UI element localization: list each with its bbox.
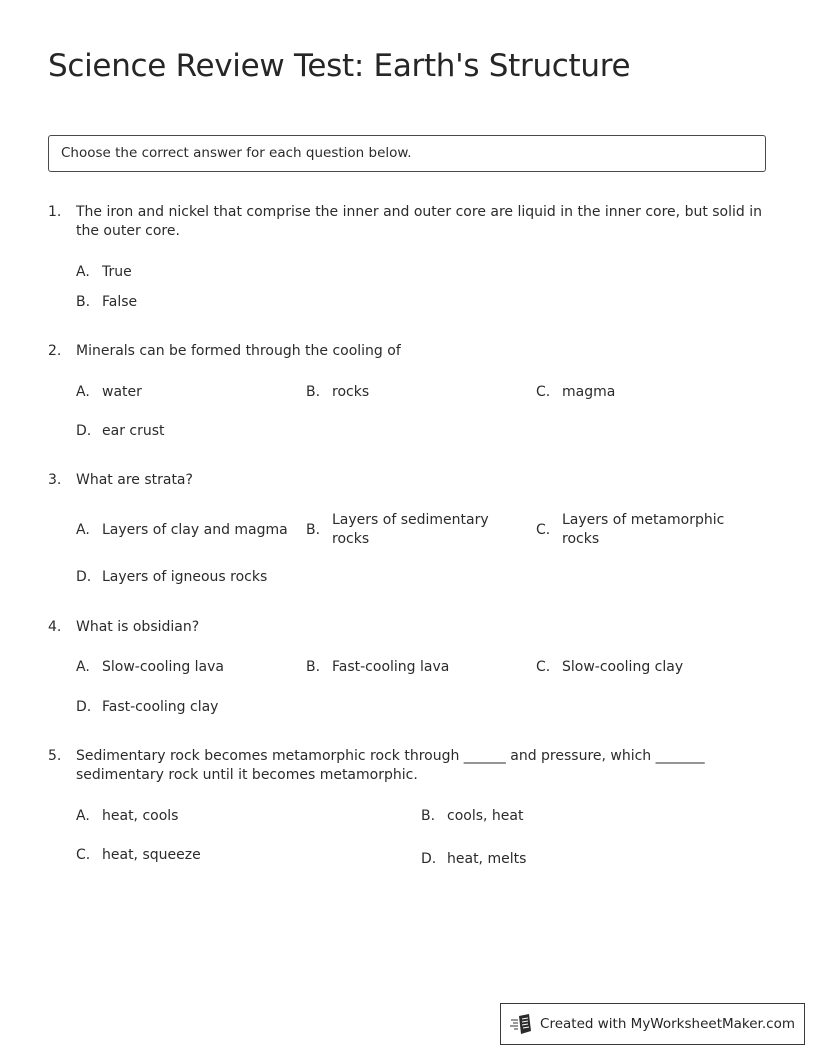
- question-text-line: sedimentary rock until it becomes metamorphic.: [76, 767, 418, 783]
- choice-text: Layers of sedimentary: [332, 512, 489, 528]
- choice-text: Fast-cooling clay: [102, 699, 219, 715]
- choice-letter: C.: [536, 659, 551, 675]
- choice-letter: B.: [306, 522, 321, 538]
- choice-text: heat, melts: [447, 851, 527, 867]
- question-stem: [48, 471, 768, 490]
- question-stem: [48, 342, 768, 361]
- page-title: Science Review Test: Earth's Structure: [48, 48, 631, 84]
- choice-letter: A.: [76, 659, 90, 675]
- choice-letter: A.: [76, 522, 90, 538]
- question-number: 5.: [48, 748, 62, 764]
- question-stem: [48, 747, 768, 785]
- instructions-box: Choose the correct answer for each question below.: [48, 135, 766, 172]
- choice-text: Layers of clay and magma: [102, 522, 288, 538]
- question-text-line: What are strata?: [76, 472, 193, 488]
- choice-letter: C.: [536, 384, 551, 400]
- choice-letter: A.: [76, 384, 90, 400]
- choice-letter: A.: [76, 264, 90, 280]
- choice-text: cools, heat: [447, 808, 524, 824]
- footer-text: Created with MyWorksheetMaker.com: [540, 1016, 795, 1032]
- footer-badge[interactable]: [500, 1003, 805, 1045]
- choice-text: magma: [562, 384, 616, 400]
- choice-letter: B.: [306, 384, 321, 400]
- choice-text: True: [102, 264, 132, 280]
- choice-letter: A.: [76, 808, 90, 824]
- choice-letter: D.: [76, 699, 92, 715]
- choice-text-line2: rocks: [332, 531, 370, 547]
- question-number: 2.: [48, 343, 62, 359]
- question-text-line: the outer core.: [76, 223, 180, 239]
- choice-letter: D.: [421, 851, 437, 867]
- choice-text: Fast-cooling lava: [332, 659, 450, 675]
- question-stem: [48, 203, 768, 241]
- choice-text: Slow-cooling clay: [562, 659, 684, 675]
- question-1: [48, 203, 768, 241]
- question-text-line: Minerals can be formed through the cooling of: [76, 343, 401, 359]
- question-3: [48, 471, 768, 490]
- choice-text: False: [102, 294, 138, 310]
- question-number: 1.: [48, 204, 62, 220]
- choice-letter: B.: [421, 808, 436, 824]
- choice-text: water: [102, 384, 142, 400]
- question-text-line: What is obsidian?: [76, 619, 200, 635]
- choice-text: Layers of metamorphic: [562, 512, 725, 528]
- worksheet-logo-icon: [510, 1013, 534, 1035]
- choice-letter: B.: [76, 294, 91, 310]
- choice-text: Slow-cooling lava: [102, 659, 224, 675]
- choice-letter: C.: [76, 847, 91, 863]
- question-4: [48, 618, 768, 637]
- question-text-line: Sedimentary rock becomes metamorphic rock through ______ and pressure, which _______: [76, 748, 705, 764]
- choice-letter: D.: [76, 423, 92, 439]
- choice-text: heat, cools: [102, 808, 179, 824]
- choice-text-line2: rocks: [562, 531, 600, 547]
- question-2: [48, 342, 768, 361]
- choice-text: rocks: [332, 384, 370, 400]
- choice-letter: C.: [536, 522, 551, 538]
- question-stem: [48, 618, 768, 637]
- choice-letter: D.: [76, 569, 92, 585]
- choice-text: Layers of igneous rocks: [102, 569, 268, 585]
- question-text-line: The iron and nickel that comprise the inner and outer core are liquid in the inner core, but solid in: [76, 204, 762, 220]
- question-number: 3.: [48, 472, 62, 488]
- question-5: [48, 747, 768, 785]
- choice-text: ear crust: [102, 423, 165, 439]
- choice-letter: B.: [306, 659, 321, 675]
- question-number: 4.: [48, 619, 62, 635]
- choice-text: heat, squeeze: [102, 847, 201, 863]
